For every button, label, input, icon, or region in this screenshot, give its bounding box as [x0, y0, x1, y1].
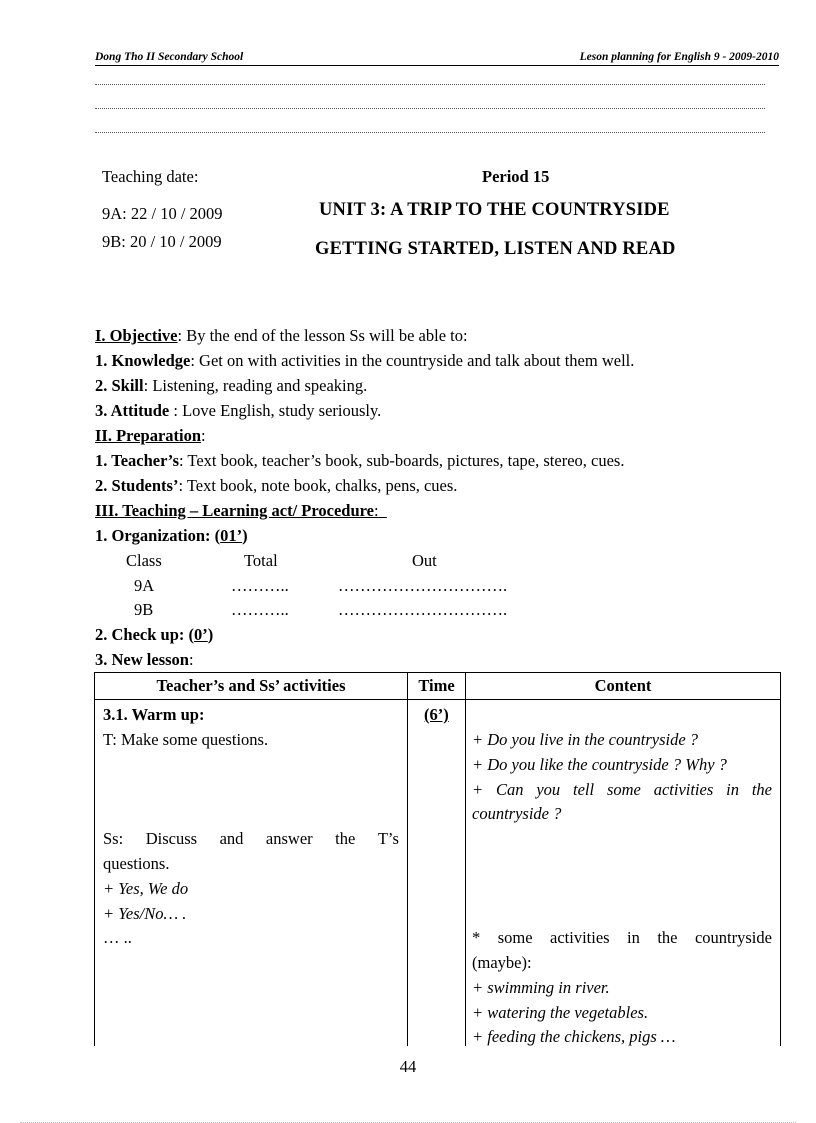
unit-title: UNIT 3: A TRIP TO THE COUNTRYSIDE — [319, 200, 670, 220]
students-label: 2. Students’ — [95, 476, 179, 495]
attitude-text: : Love English, study seriously. — [169, 401, 382, 420]
act-word: countryside — [694, 928, 772, 947]
checkup-label: 2. Check up — [95, 625, 179, 644]
ss-word: T’s — [377, 829, 399, 848]
preparation-line — [95, 426, 206, 446]
attitude-label: 3. Attitude — [95, 401, 170, 420]
organization-time: 01’ — [220, 526, 243, 545]
teacher-line — [95, 451, 624, 471]
class-row-out: …………………………. — [338, 576, 508, 595]
activities-intro-end: (maybe): — [472, 953, 532, 972]
skill-text: : Listening, reading and speaking. — [143, 376, 368, 395]
q3-word: activities — [653, 780, 714, 799]
content-cell — [466, 700, 781, 1047]
answer-1: + Yes, We do — [103, 879, 189, 898]
attitude-line — [95, 401, 381, 421]
organization-paren-close: ) — [242, 526, 248, 545]
checkup-time: 0’ — [194, 625, 208, 644]
question-1: + Do you live in the countryside ? — [472, 730, 699, 749]
time-cell — [408, 700, 466, 1047]
page-number: 44 — [399, 1057, 417, 1076]
date-9a: 9A: 22 / 10 / 2009 — [102, 204, 223, 223]
knowledge-line — [95, 351, 634, 371]
class-row-name: 9A — [134, 576, 155, 595]
ss-word: Discuss — [145, 829, 198, 848]
dotted-line — [95, 84, 765, 85]
newlesson-colon: : — [188, 650, 194, 669]
col-activities-header: Teacher’s and Ss’ activities — [95, 673, 408, 700]
preparation-heading: II. Preparation — [95, 426, 202, 445]
knowledge-label: 1. Knowledge — [95, 351, 191, 370]
class-row-out: …………………………. — [338, 600, 508, 619]
act-word: the — [657, 928, 678, 947]
procedure-line — [95, 501, 387, 521]
q3-word: tell — [573, 780, 595, 799]
warmup-heading: 3.1. Warm up: — [103, 705, 205, 724]
header-rule — [95, 65, 779, 66]
organization-line — [95, 526, 248, 546]
objective-heading: I. Objective — [95, 326, 178, 345]
organization-label: 1. Organization — [95, 526, 205, 545]
skill-line — [95, 376, 367, 396]
ss-word: the — [335, 829, 356, 848]
objective-line — [95, 326, 468, 346]
students-line — [95, 476, 457, 496]
act-word: activities — [550, 928, 610, 947]
dotted-line — [95, 132, 765, 133]
lesson-table — [94, 672, 781, 1046]
period-label: Period 15 — [482, 167, 550, 186]
q3-word: some — [606, 780, 641, 799]
col-time-header: Time — [408, 673, 466, 700]
ss-word: Ss: — [103, 829, 124, 848]
class-header: Class — [126, 551, 162, 570]
ss-activity — [103, 829, 399, 849]
knowledge-text: : Get on with activities in the countryside and talk about them well. — [190, 351, 635, 370]
teaching-date-label: Teaching date: — [102, 167, 199, 186]
out-header: Out — [412, 551, 437, 570]
procedure-heading: III. Teaching – Learning act/ Procedure — [95, 501, 374, 520]
q3-word: in — [726, 780, 739, 799]
act-word: in — [627, 928, 640, 947]
lesson-title: GETTING STARTED, LISTEN AND READ — [315, 239, 676, 259]
procedure-colon: : — [374, 501, 379, 520]
checkup-line — [95, 625, 213, 645]
col-content-header: Content — [466, 673, 781, 700]
act-word: some — [497, 928, 533, 947]
checkup-paren-close: ) — [207, 625, 214, 644]
preparation-colon: : — [201, 426, 206, 445]
total-header: Total — [244, 551, 278, 570]
ss-word: and — [219, 829, 244, 848]
skill-label: 2. Skill — [95, 376, 144, 395]
objective-text: : By the end of the lesson Ss will be able to: — [177, 326, 468, 345]
students-text: : Text book, note book, chalks, pens, cues. — [178, 476, 458, 495]
checkup-paren-open: : ( — [178, 625, 195, 644]
teacher-text: : Text book, teacher’s book, sub-boards, pictures, tape, stereo, cues. — [179, 451, 625, 470]
question-2: + Do you like the countryside ? Why ? — [472, 755, 727, 774]
answer-2: + Yes/No… . — [103, 904, 187, 923]
teacher-label: 1. Teacher’s — [95, 451, 180, 470]
newlesson-label: 3. New lesson — [95, 650, 189, 669]
date-9b: 9B: 20 / 10 / 2009 — [102, 232, 222, 251]
q3-word: you — [536, 780, 561, 799]
class-row-name: 9B — [134, 600, 154, 619]
organization-paren-open: : ( — [205, 526, 221, 545]
activity-2: + watering the vegetables. — [472, 1003, 649, 1022]
header-school: Dong Tho II Secondary School — [95, 51, 244, 63]
q3-word: the — [751, 780, 772, 799]
ss-activity-end: questions. — [103, 854, 170, 873]
table-row — [95, 700, 781, 1047]
question-3 — [472, 780, 772, 800]
warmup-time: (6’) — [424, 705, 449, 724]
etc: … .. — [103, 928, 132, 947]
activity-1: + swimming in river. — [472, 978, 610, 997]
activities-cell — [95, 700, 408, 1047]
activities-intro — [472, 928, 772, 948]
class-row-total: ……….. — [231, 600, 289, 619]
teacher-activity: T: Make some questions. — [103, 730, 269, 749]
q3-word: + — [472, 780, 484, 799]
act-word: * — [472, 928, 481, 947]
activity-3: + feeding the chickens, pigs … — [472, 1027, 676, 1046]
q3-word: Can — [495, 780, 524, 799]
table-header-row — [95, 673, 781, 700]
question-3-end: countryside ? — [472, 804, 562, 823]
ss-word: answer — [265, 829, 313, 848]
newlesson-line — [95, 650, 194, 670]
header-plan: Leson planning for English 9 - 2009-2010 — [579, 51, 779, 63]
class-row-total: ……….. — [231, 576, 289, 595]
dotted-line — [95, 108, 765, 109]
